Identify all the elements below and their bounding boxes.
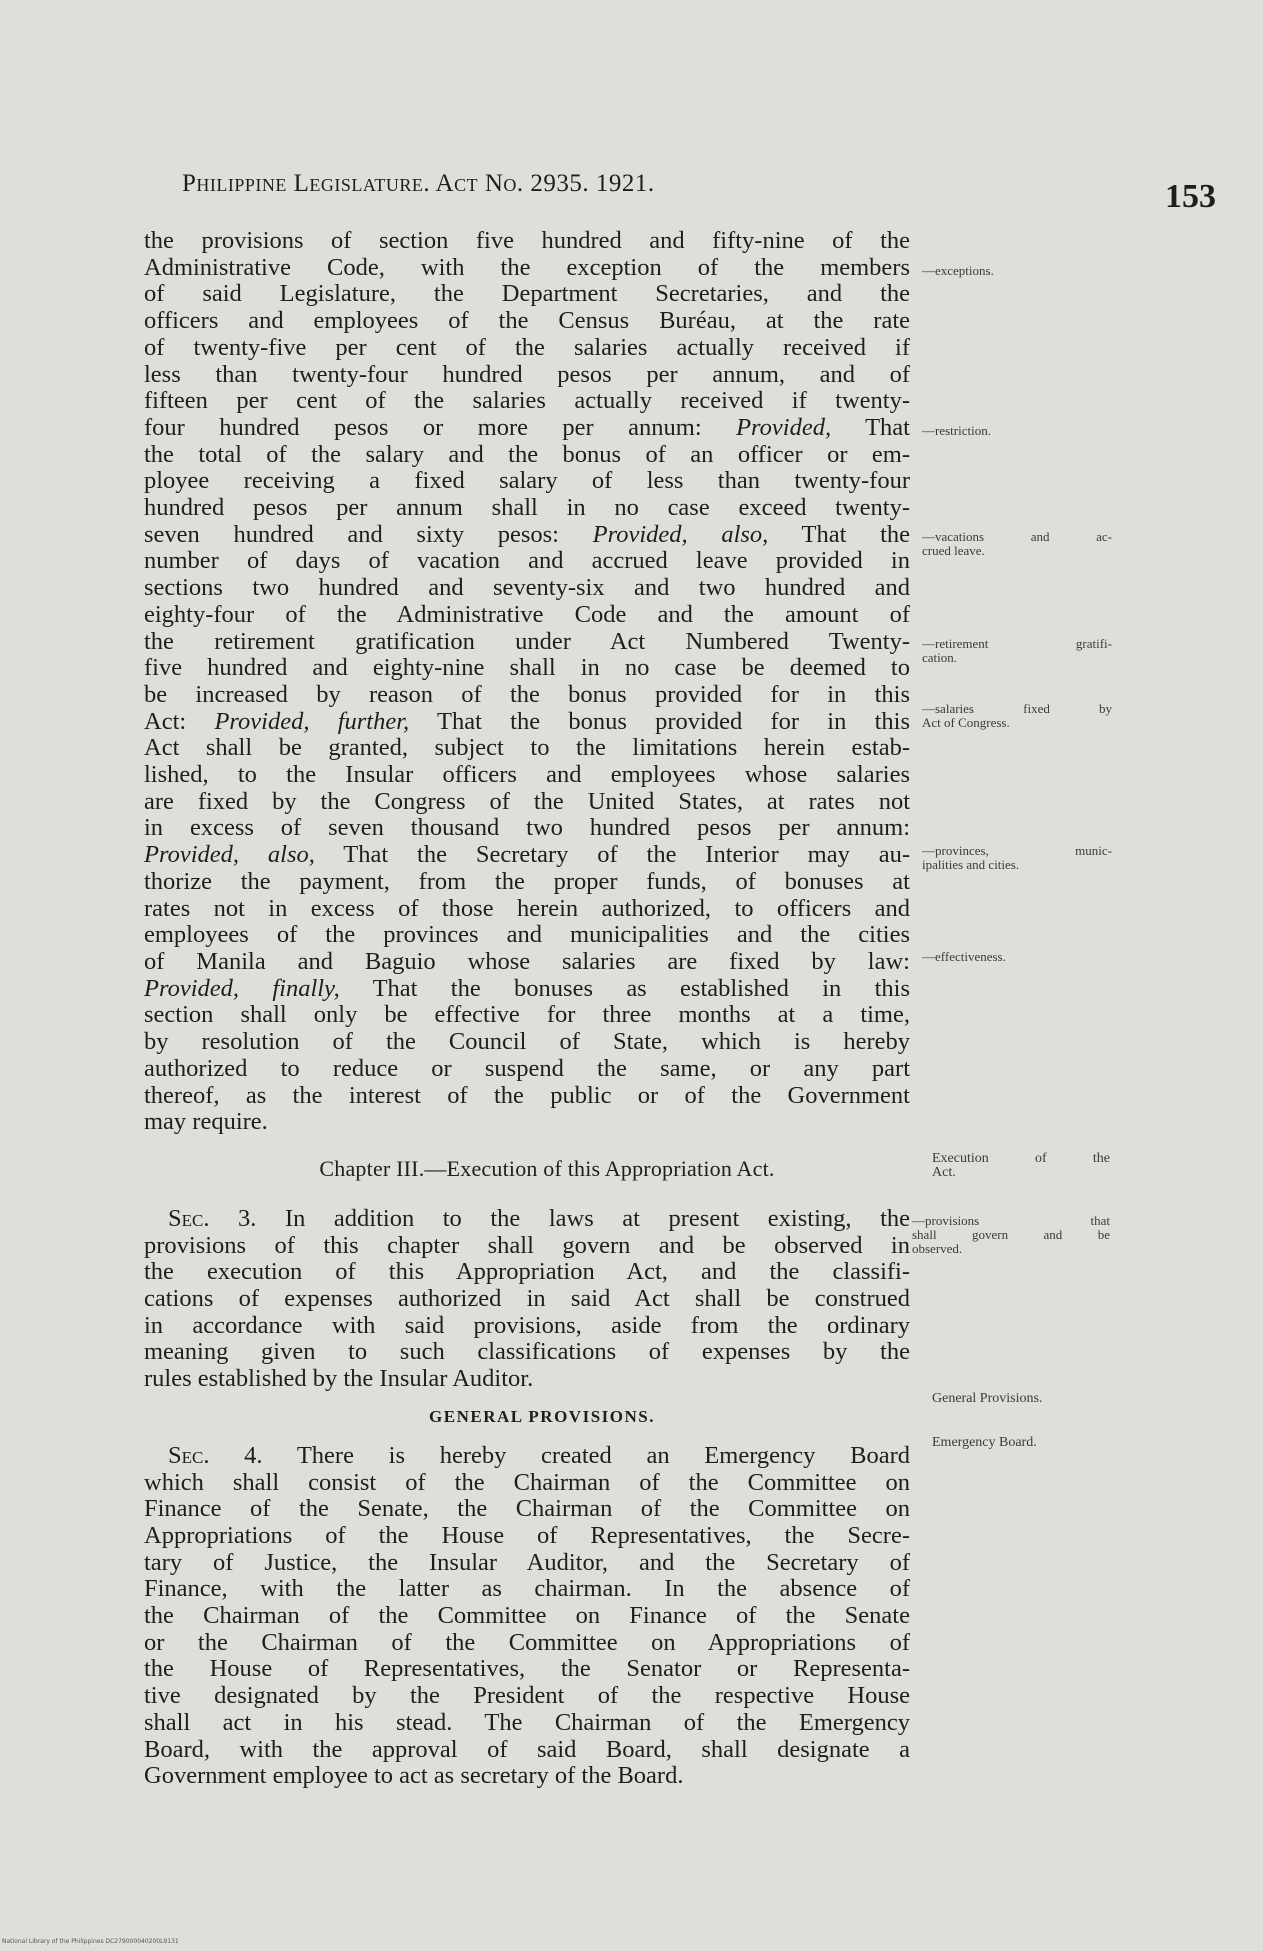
text-line: the House of Representatives, the Senator or Representa- — [144, 1655, 910, 1683]
text-line: the total of the salary and the bonus of an officer or em- — [144, 440, 910, 468]
text-line: section shall only be effective for three months at a time, — [144, 1001, 910, 1029]
text-line: rules established by the Insular Auditor. — [144, 1365, 534, 1393]
text-run: four hundred pesos or more per annum: — [144, 413, 737, 441]
text-run: In addition to the laws at present existing, the — [256, 1204, 910, 1232]
text-line: the execution of this Appropriation Act, and the classifi- — [144, 1258, 910, 1286]
margin-note: —effectiveness. — [922, 949, 1006, 964]
text-line — [144, 709, 910, 736]
margin-note — [922, 702, 1112, 730]
text-line — [144, 415, 910, 442]
text-line: Finance, with the latter as chairman. In the absence of — [144, 1575, 910, 1603]
margin-note-line: —provisions that — [912, 1213, 1110, 1228]
text-line: number of days of vacation and accrued leave provided in — [144, 547, 910, 575]
italic-proviso: Provided, also, — [144, 841, 315, 869]
text-line: eighty-four of the Administrative Code and the amount of — [144, 600, 910, 628]
section-3 — [144, 1206, 910, 1393]
main-text-column — [144, 228, 910, 1790]
text-line: employees of the provinces and municipalities and the cities — [144, 921, 910, 949]
text-run: There is hereby created an Emergency Board — [262, 1441, 910, 1469]
text-line — [144, 842, 910, 869]
text-line: thorize the payment, from the proper funds, of bonuses at — [144, 867, 910, 895]
text-line: thereof, as the interest of the public or of the Government — [144, 1081, 910, 1109]
italic-proviso: Provided, finally, — [144, 974, 340, 1002]
text-line: provisions of this chapter shall govern and be observed in — [144, 1231, 910, 1259]
text-run: That the — [768, 520, 910, 548]
text-line — [144, 976, 910, 1003]
text-line: less than twenty-four hundred pesos per annum, and of — [144, 360, 910, 388]
margin-note: —exceptions. — [922, 263, 994, 278]
margin-note: —restriction. — [922, 423, 991, 438]
text-line: by resolution of the Council of State, which is hereby — [144, 1028, 910, 1056]
general-provisions-heading: GENERAL PROVISIONS. — [429, 1406, 655, 1426]
text-line: fifteen per cent of the salaries actually received if twenty- — [144, 387, 910, 415]
margin-note-line: shall govern and be — [912, 1227, 1110, 1242]
text-line: lished, to the Insular officers and employees whose salaries — [144, 761, 910, 789]
margin-note — [922, 530, 1112, 558]
margin-note-line: —salaries fixed by — [922, 701, 1112, 716]
margin-note-line: cation. — [922, 650, 958, 665]
text-line: ployee receiving a fixed salary of less than twenty-four — [144, 467, 910, 495]
margin-note-line: —vacations and ac- — [922, 529, 1112, 544]
text-line: officers and employees of the Census Buréau, at the rate — [144, 307, 910, 335]
text-line: meaning given to such classifications of expenses by the — [144, 1338, 910, 1366]
chapter-heading: Chapter III.—Execution of this Appropriation Act. — [319, 1155, 775, 1181]
text-line — [144, 522, 910, 549]
text-line: tary of Justice, the Insular Auditor, and the Secretary of — [144, 1548, 910, 1576]
text-line: Government employee to act as secretary of the Board. — [144, 1762, 684, 1790]
text-line — [144, 1443, 910, 1470]
text-line: of said Legislature, the Department Secretaries, and the — [144, 280, 910, 308]
margin-note-line: —retirement gratifi- — [922, 636, 1112, 651]
section-label: Sec. 3. — [168, 1204, 257, 1232]
text-line: hundred pesos per annum shall in no case exceed twenty- — [144, 494, 910, 522]
section-2-continuation — [144, 228, 910, 1136]
margin-note — [912, 1214, 1110, 1256]
text-line: the provisions of section five hundred and fifty-nine of the — [144, 227, 910, 254]
margin-note-line: Execution of the — [932, 1151, 1110, 1166]
text-line: of Manila and Baguio whose salaries are fixed by law: — [144, 947, 910, 975]
text-line — [144, 1206, 910, 1233]
text-run: That the bonuses as established in this — [339, 974, 910, 1002]
text-line: or the Chairman of the Committee on Appropriations of — [144, 1628, 910, 1656]
text-line: are fixed by the Congress of the United States, at rates not — [144, 787, 910, 815]
text-line: in accordance with said provisions, aside from the ordinary — [144, 1311, 910, 1339]
text-line: the retirement gratification under Act Numbered Twenty- — [144, 627, 910, 655]
margin-note-line: —provinces, munic- — [922, 843, 1112, 858]
text-line: shall act in his stead. The Chairman of the Emergency — [144, 1708, 910, 1736]
margin-note — [922, 844, 1112, 872]
text-line: rates not in excess of those herein authorized, to officers and — [144, 894, 910, 922]
text-line: tive designated by the President of the respective House — [144, 1682, 910, 1710]
italic-proviso: Provided, further, — [214, 707, 410, 735]
section-label: Sec. 4. — [168, 1441, 263, 1469]
text-line: Act shall be granted, subject to the limitations herein estab- — [144, 734, 910, 762]
text-line: of twenty-five per cent of the salaries actually received if — [144, 333, 910, 361]
text-line: Appropriations of the House of Representatives, the Secre- — [144, 1521, 910, 1549]
margin-note: General Provisions. — [932, 1391, 1043, 1406]
text-line: sections two hundred and seventy-six and two hundred and — [144, 574, 910, 602]
text-line: may require. — [144, 1108, 268, 1136]
text-run: That — [831, 413, 910, 441]
text-run: Act: — [144, 707, 215, 735]
text-line: five hundred and eighty-nine shall in no case be deemed to — [144, 654, 910, 682]
text-line: which shall consist of the Chairman of the Committee on — [144, 1468, 910, 1496]
section-4 — [144, 1443, 910, 1790]
text-line: Board, with the approval of said Board, shall designate a — [144, 1735, 910, 1763]
text-line: the Chairman of the Committee on Finance of the Senate — [144, 1602, 910, 1630]
text-line: authorized to reduce or suspend the same, or any part — [144, 1054, 910, 1082]
text-run: That the bonus provided for in this — [409, 707, 910, 735]
margin-note: Emergency Board. — [932, 1435, 1037, 1450]
margin-note-line: Act of Congress. — [922, 715, 1010, 730]
text-line: cations of expenses authorized in said Act shall be construed — [144, 1285, 910, 1313]
margin-note-line: Act. — [932, 1165, 956, 1180]
margin-note — [932, 1152, 1110, 1180]
text-line: Administrative Code, with the exception of the members — [144, 253, 910, 281]
running-head: Philippine Legislature. Act No. 2935. 1921. — [182, 170, 655, 197]
archive-stamp: National Library of the Philippines DC279000040200L9131 — [2, 1938, 179, 1945]
text-line: be increased by reason of the bonus provided for in this — [144, 680, 910, 708]
italic-proviso: Provided, also, — [592, 520, 769, 548]
margin-note-line: ipalities and cities. — [922, 857, 1020, 872]
text-line: in excess of seven thousand two hundred pesos per annum: — [144, 814, 910, 842]
margin-note-line: crued leave. — [922, 543, 985, 558]
text-line: Finance of the Senate, the Chairman of the Committee on — [144, 1495, 910, 1523]
text-run: That the Secretary of the Interior may au- — [314, 841, 910, 869]
margin-note-line: observed. — [912, 1241, 963, 1256]
page-number: 153 — [1165, 178, 1216, 215]
italic-proviso: Provided, — [736, 413, 832, 441]
text-run: seven hundred and sixty pesos: — [144, 520, 593, 548]
margin-note — [922, 637, 1112, 665]
